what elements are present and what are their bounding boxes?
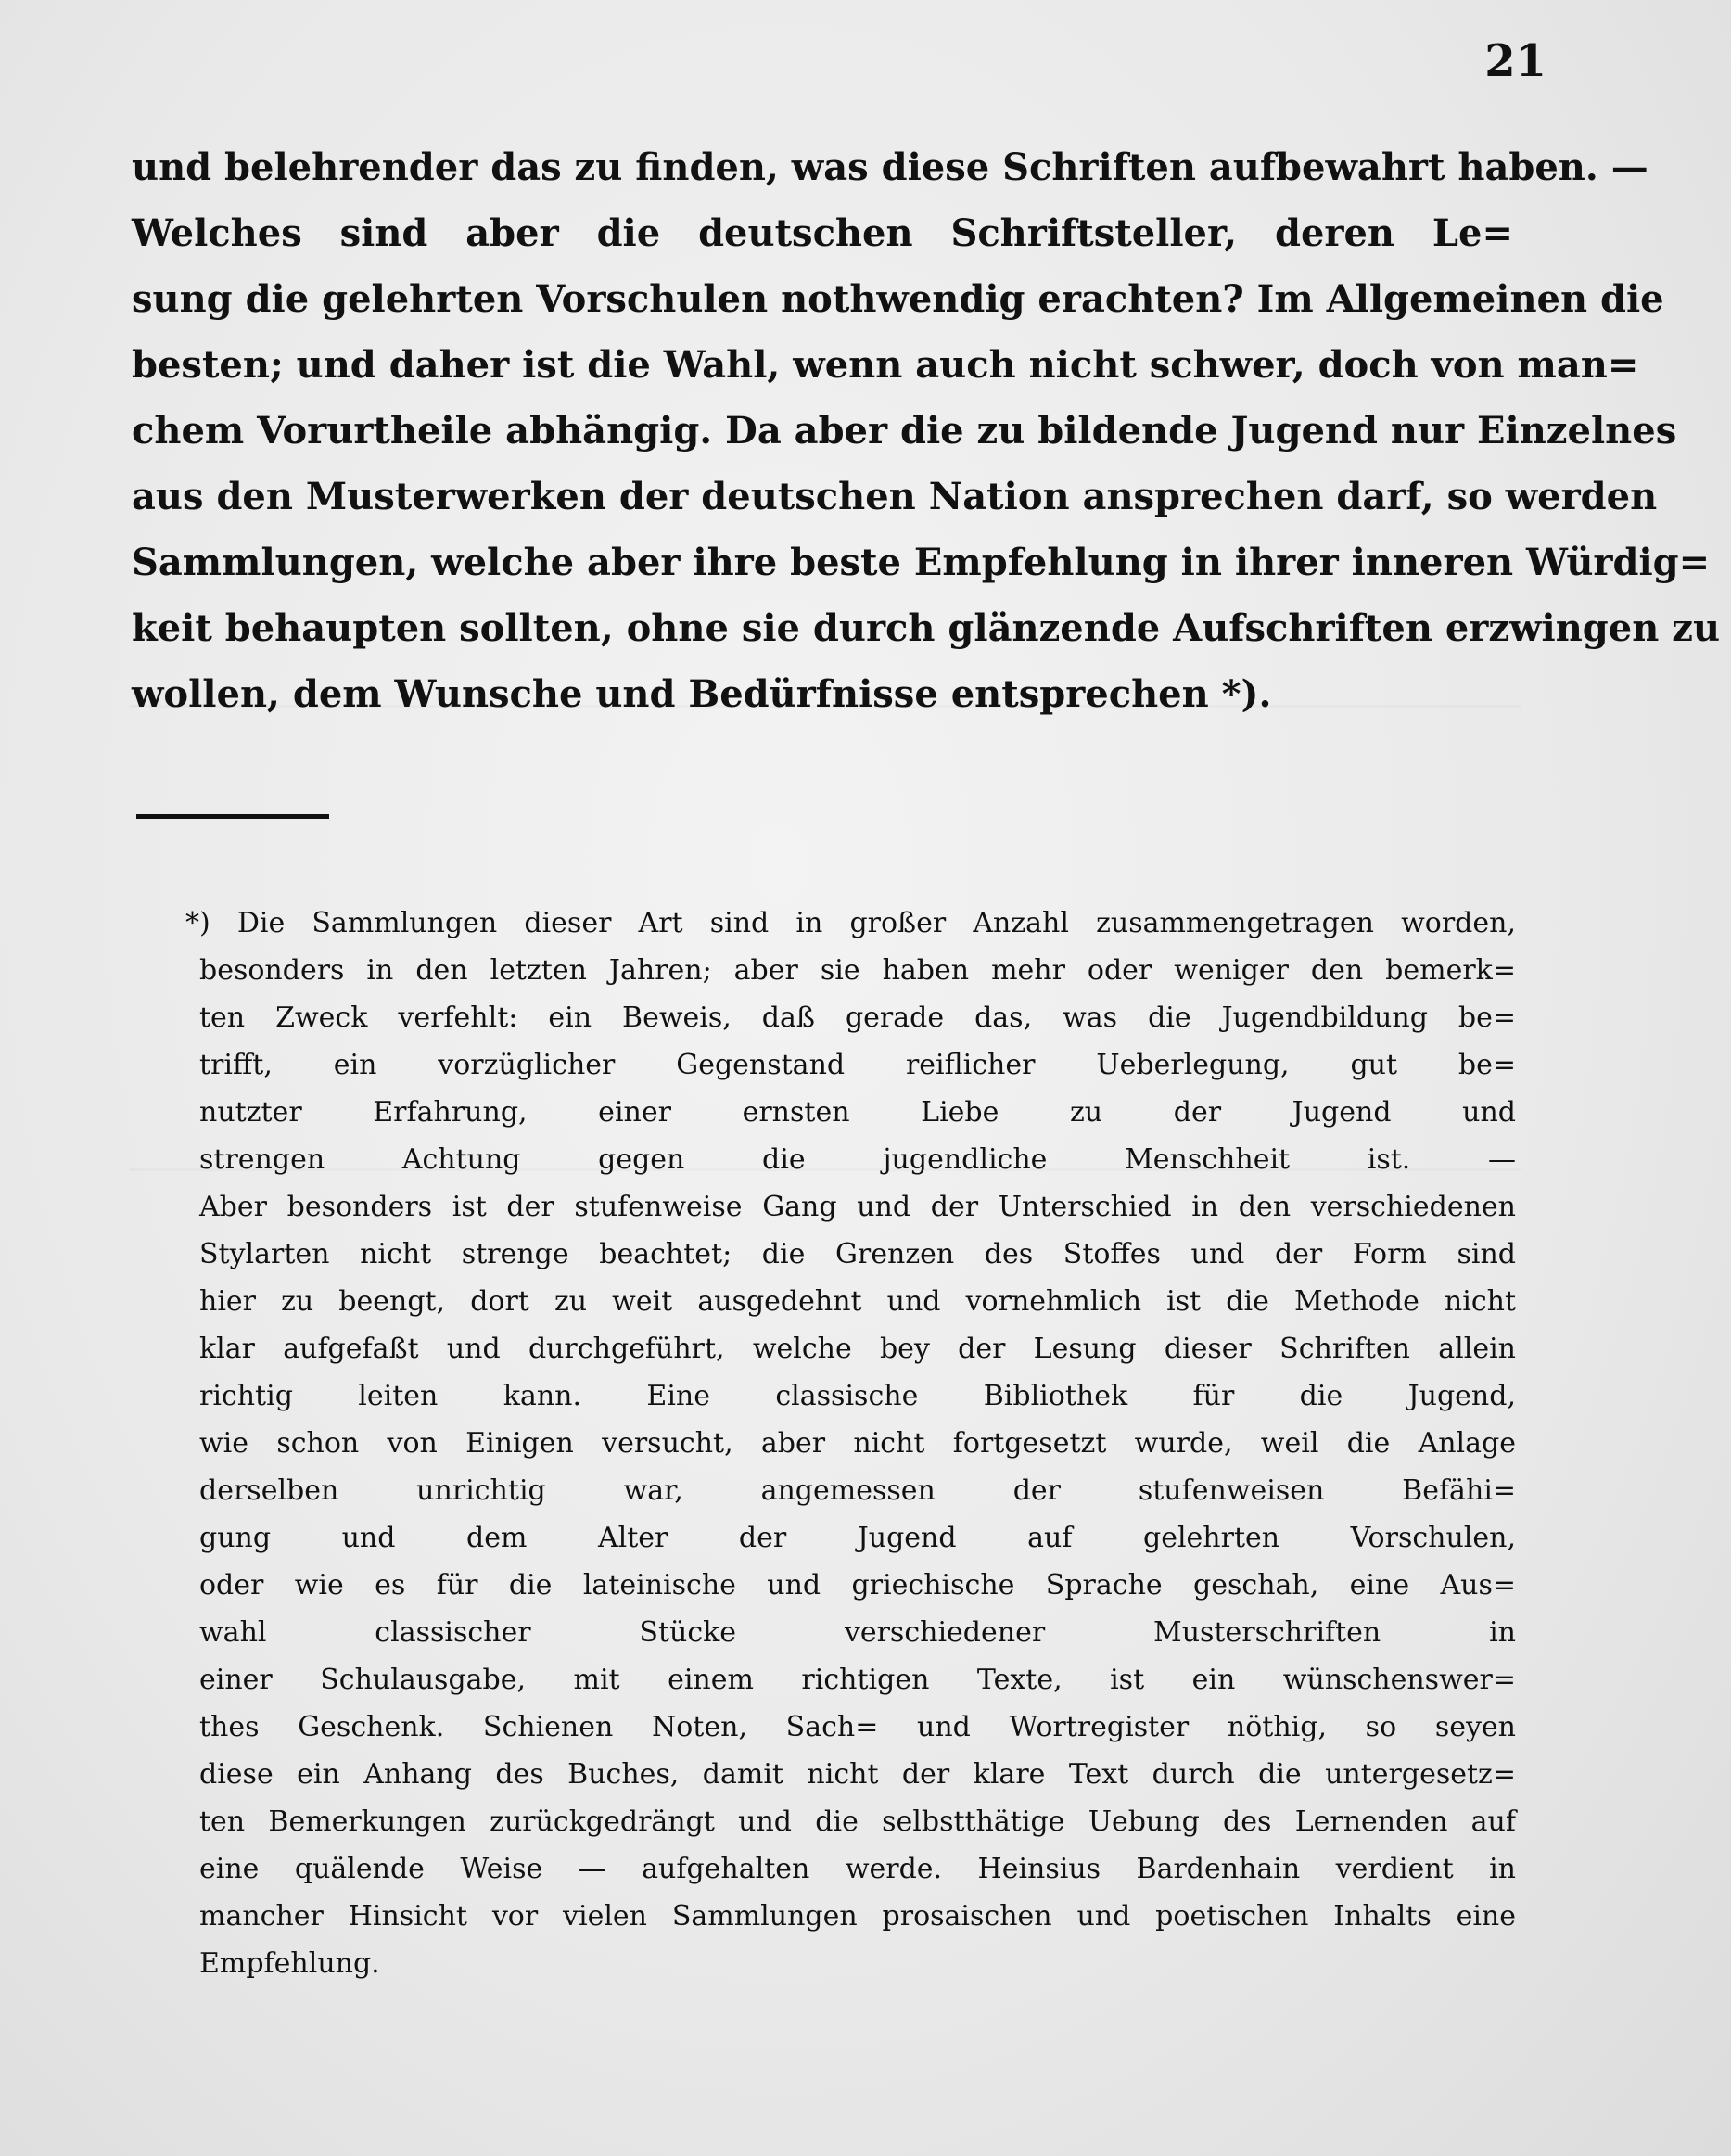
footnote-line: gung und dem Alter der Jugend auf gelehrten Vorschulen, (199, 1522, 1516, 1554)
footnote-line: nutzter Erfahrung, einer ernsten Liebe zu der Jugend und (199, 1096, 1516, 1129)
footnote-line: wahl classischer Stücke verschiedener Musterschriften in (199, 1616, 1516, 1649)
page-number: 21 (1484, 35, 1546, 87)
footnote-separator-rule (136, 814, 329, 819)
footnote-line: *) Die Sammlungen dieser Art sind in großer Anzahl zusammengetragen worden, (185, 907, 1516, 939)
footnote-line: derselben unrichtig war, angemessen der stufenweisen Befähi= (199, 1474, 1516, 1507)
footnote-line: Stylarten nicht strenge beachtet; die Grenzen des Stoffes und der Form sind (199, 1238, 1516, 1270)
text-line: aus den Musterwerken der deutschen Nation ansprechen darf, so werden (132, 475, 1658, 518)
footnote-line: ten Bemerkungen zurückgedrängt und die selbstthätige Uebung des Lernenden auf (199, 1805, 1516, 1838)
text-line: Welches sind aber die deutschen Schriftsteller, deren Le= (132, 211, 1513, 255)
footnote-line: diese ein Anhang des Buches, damit nicht der klare Text durch die untergesetz= (199, 1758, 1516, 1791)
footnote-line: Empfehlung. (199, 1947, 380, 1980)
main-paragraph (132, 134, 1721, 727)
text-line: sung die gelehrten Vorschulen nothwendig erachten? Im Allgemeinen die (132, 277, 1664, 321)
text-line: besten; und daher ist die Wahl, wenn auch nicht schwer, doch von man= (132, 343, 1639, 387)
text-line: und belehrender das zu finden, was diese Schriften aufbewahrt haben. — (132, 146, 1648, 189)
footnote-line: eine quälende Weise — aufgehalten werde. Heinsius Bardenhain verdient in (199, 1853, 1516, 1885)
footnote-line: strengen Achtung gegen die jugendliche Menschheit ist. — (199, 1143, 1516, 1176)
text-line: keit behaupten sollten, ohne sie durch glänzende Aufschriften erzwingen zu (132, 606, 1721, 650)
footnote-line: mancher Hinsicht vor vielen Sammlungen prosaischen und poetischen Inhalts eine (199, 1900, 1516, 1933)
text-line: chem Vorurtheile abhängig. Da aber die zu bildende Jugend nur Einzelnes (132, 409, 1677, 453)
footnote-line: oder wie es für die lateinische und griechische Sprache geschah, eine Aus= (199, 1569, 1516, 1601)
footnote-line: trifft, ein vorzüglicher Gegenstand reiflicher Ueberlegung, gut be= (199, 1049, 1516, 1081)
text-line: Sammlungen, welche aber ihre beste Empfehlung in ihrer inneren Würdig= (132, 541, 1711, 584)
footnote-line: einer Schulausgabe, mit einem richtigen Texte, ist ein wünschenswer= (199, 1664, 1516, 1696)
footnote-line: besonders in den letzten Jahren; aber sie haben mehr oder weniger den bemerk= (199, 954, 1516, 987)
footnote-line: thes Geschenk. Schienen Noten, Sach= und Wortregister nöthig, so seyen (199, 1711, 1516, 1743)
footnote (185, 899, 1516, 1987)
footnote-line: klar aufgefaßt und durchgeführt, welche bey der Lesung dieser Schriften allein (199, 1333, 1516, 1365)
footnote-line: richtig leiten kann. Eine classische Bibliothek für die Jugend, (199, 1380, 1516, 1412)
footnote-line: Aber besonders ist der stufenweise Gang und der Unterschied in den verschiedenen (199, 1191, 1516, 1223)
footnote-line: hier zu beengt, dort zu weit ausgedehnt und vornehmlich ist die Methode nicht (199, 1285, 1516, 1318)
footnote-line: wie schon von Einigen versucht, aber nicht fortgesetzt wurde, weil die Anlage (199, 1427, 1516, 1460)
footnote-line: ten Zweck verfehlt: ein Beweis, daß gerade das, was die Jugendbildung be= (199, 1001, 1516, 1034)
text-line: wollen, dem Wunsche und Bedürfnisse entsprechen *). (132, 672, 1272, 716)
